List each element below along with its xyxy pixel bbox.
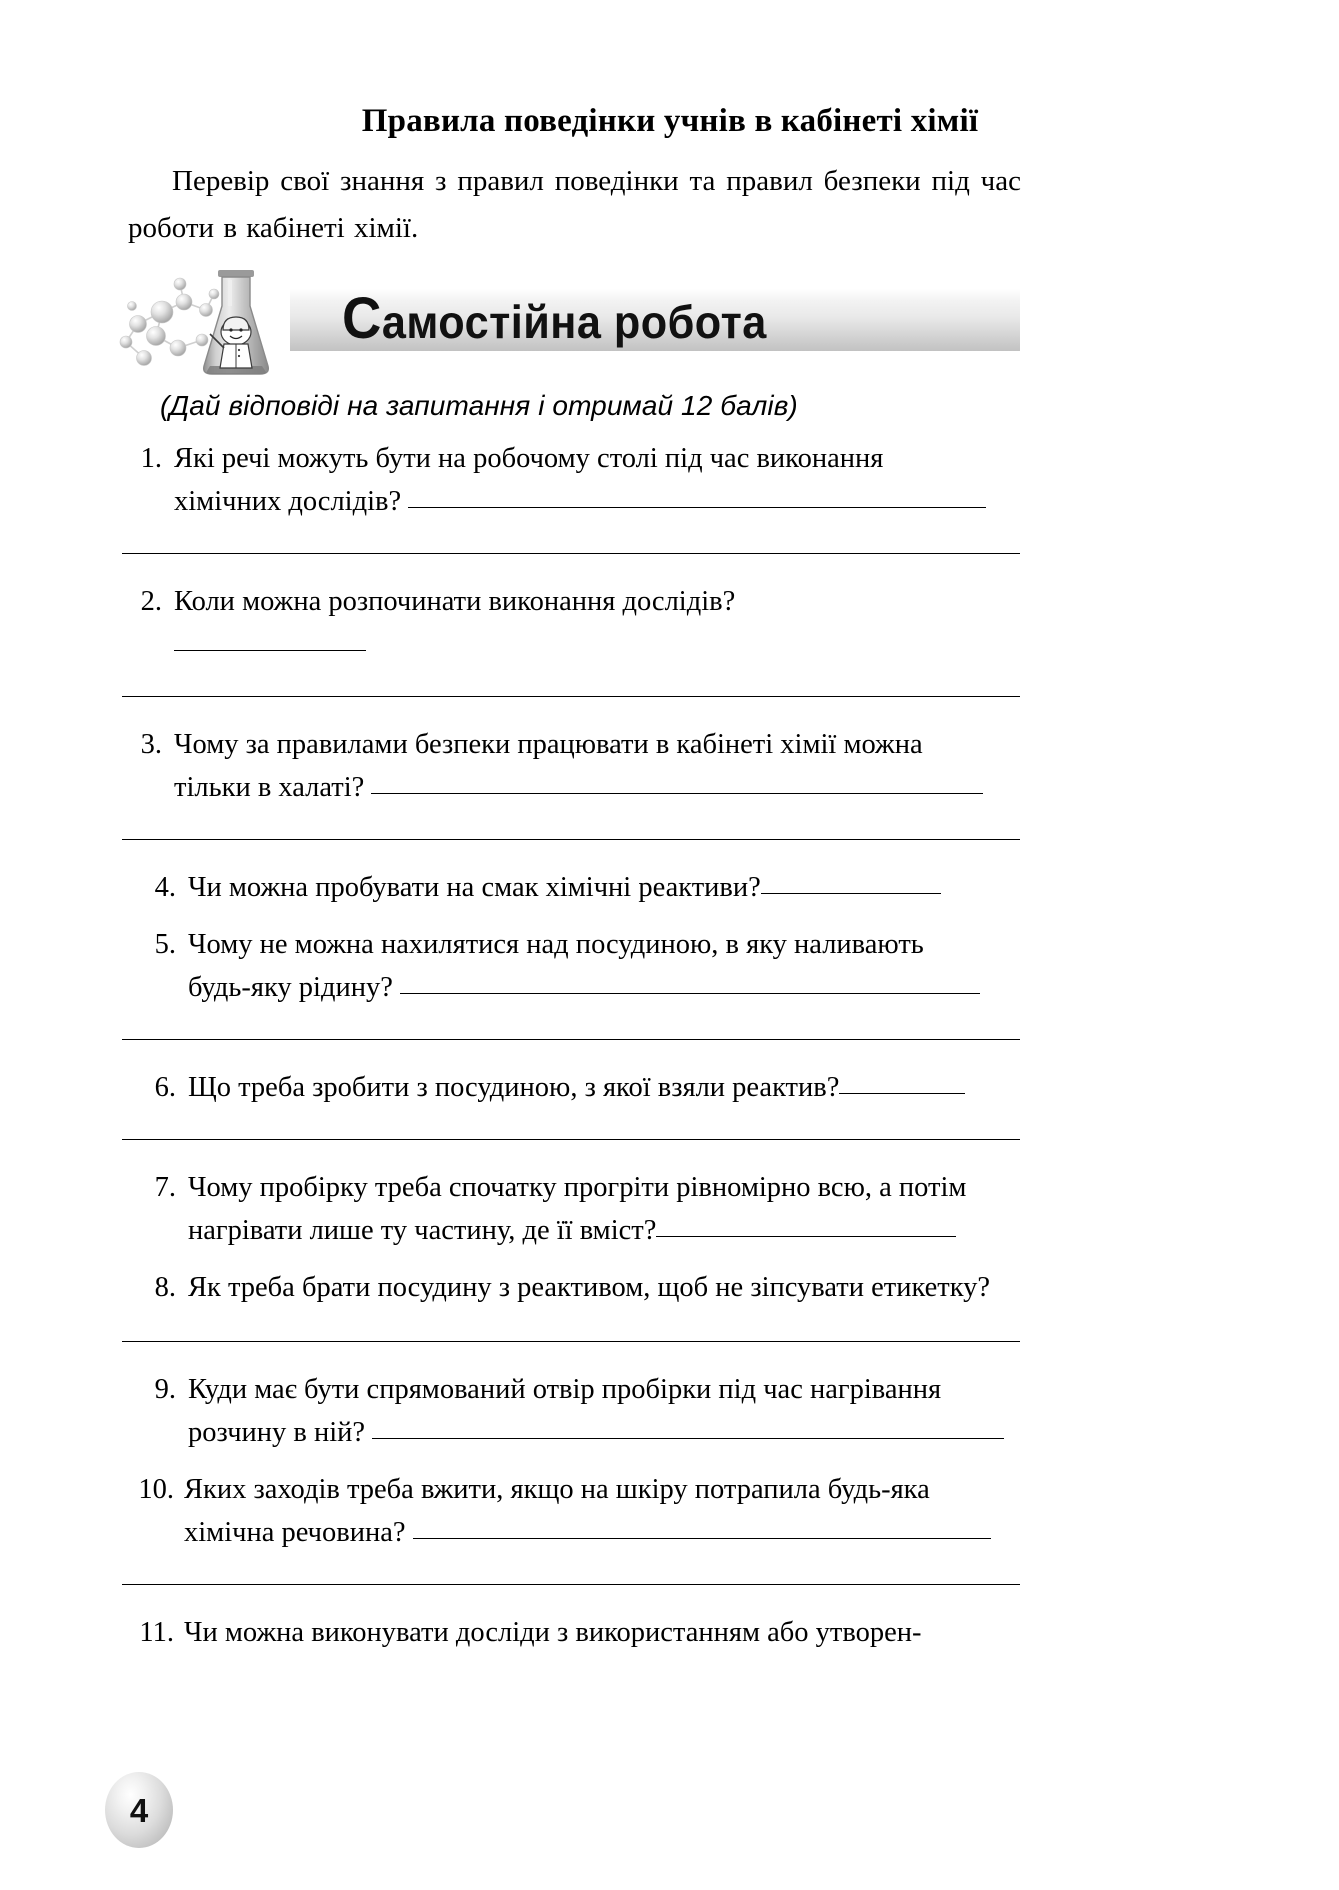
self-work-banner: [110, 262, 1020, 380]
question-block-5: [122, 923, 1020, 1066]
question-line-2: хімічних дослідів?: [174, 486, 402, 517]
question-text: [188, 923, 1020, 966]
question-block-11: [122, 1611, 1020, 1654]
question-block-8: [122, 1266, 1020, 1368]
question-continuation: [122, 1209, 1020, 1252]
question-continuation: [122, 1511, 1020, 1554]
answer-blank[interactable]: [656, 1215, 956, 1237]
question-item: [122, 866, 1020, 909]
question-number: 6.: [154, 1072, 176, 1103]
question-item: [122, 1166, 1020, 1209]
question-block-7: [122, 1166, 1020, 1266]
question-text-cont: [188, 1411, 1020, 1454]
question-text: [188, 1166, 1020, 1209]
question-line-1: Чи можна пробувати на смак хімічні реактиви?: [188, 872, 761, 903]
question-line-1: Чому не можна нахилятися над посудиною, в яку наливають: [188, 929, 924, 960]
question-text: [174, 437, 1020, 480]
answer-blank[interactable]: [761, 872, 941, 894]
question-text: [184, 1611, 1020, 1654]
question-block-4: [122, 866, 1020, 923]
question-line-1: Чи можна виконувати досліди з використанням або утворен-: [184, 1617, 922, 1648]
question-text: [184, 1468, 1020, 1511]
question-line-1: Яких заходів треба вжити, якщо на шкіру потрапила будь-яка: [184, 1474, 930, 1505]
question-number: 1.: [140, 443, 162, 474]
question-item: [122, 1368, 1020, 1411]
question-line-1: Чому за правилами безпеки працювати в кабінеті хімії можна: [174, 729, 923, 760]
page-number: 4: [129, 1791, 149, 1829]
question-text-cont: [188, 1209, 1020, 1252]
question-text-cont: [174, 480, 1020, 523]
question-number: 3.: [140, 729, 162, 760]
question-continuation: [122, 480, 1020, 523]
question-item: [122, 1066, 1020, 1109]
question-text-cont: [184, 1511, 1020, 1554]
question-number: 4.: [154, 872, 176, 903]
answer-blank[interactable]: [408, 486, 986, 508]
page-title: Правила поведінки учнів в кабінеті хімії: [361, 103, 979, 139]
question-line-2: розчину в ній?: [188, 1417, 366, 1448]
question-continuation: [122, 966, 1020, 1009]
question-item: [122, 1468, 1020, 1511]
question-number: 7.: [154, 1172, 176, 1203]
question-line-2: хімічна речовина?: [184, 1517, 406, 1548]
question-item: [122, 923, 1020, 966]
question-line-2: будь-яку рідину?: [188, 972, 393, 1003]
question-line-1: Куди має бути спрямований отвір пробірки під час нагрівання: [188, 1374, 942, 1405]
question-item: [122, 1266, 1020, 1309]
answer-blank[interactable]: [372, 1417, 1004, 1439]
question-line-2: нагрівати лише ту частину, де її вміст?: [188, 1215, 657, 1246]
banner-label-cap: С: [342, 286, 382, 351]
question-text: [188, 1066, 1020, 1109]
question-number: 11.: [139, 1617, 174, 1648]
question-number: 5.: [154, 929, 176, 960]
question-item: [122, 437, 1020, 480]
question-number: 10.: [138, 1474, 174, 1505]
instruction-hint: (Дай відповіді на запитання і отримай 12 балів): [160, 390, 798, 421]
question-text: [188, 1368, 1020, 1411]
question-line-1: Чому пробірку треба спочатку прогріти рівномірно всю, а потім: [188, 1172, 967, 1203]
answer-blank[interactable]: [413, 1517, 991, 1539]
question-text-cont: [188, 966, 1020, 1009]
question-text: [174, 580, 1020, 666]
question-line-1: Які речі можуть бути на робочому столі під час виконання: [174, 443, 884, 474]
question-number: 8.: [154, 1272, 176, 1303]
question-text: [188, 1266, 1020, 1309]
question-text: [174, 723, 1020, 766]
question-block-3: [122, 723, 1020, 866]
chemistry-flask-icon: [110, 262, 310, 380]
question-line-2: тільки в халаті?: [174, 772, 365, 803]
question-block-6: [122, 1066, 1020, 1166]
question-block-10: [122, 1468, 1020, 1611]
question-line-1: Коли можна розпочинати виконання дослідів?: [174, 586, 736, 617]
question-number: 9.: [154, 1374, 176, 1405]
question-text: [188, 866, 1020, 909]
question-line-1: Що треба зробити з посудиною, з якої взяли реактив?: [188, 1072, 840, 1103]
question-continuation: [122, 1411, 1020, 1454]
questions-list: [122, 437, 1020, 1654]
question-item: [122, 580, 1020, 666]
question-number: 2.: [140, 586, 162, 617]
page-number-badge: [105, 1772, 173, 1848]
banner-label: [342, 286, 767, 352]
question-block-9: [122, 1368, 1020, 1468]
intro-paragraph: Перевір свої знання з правил поведінки та правил безпеки під час роботи в кабінеті хімії.: [128, 165, 1021, 244]
answer-blank[interactable]: [839, 1072, 965, 1094]
question-text-cont: [174, 766, 1020, 809]
molecule-atoms: [120, 278, 219, 366]
answer-blank[interactable]: [371, 772, 983, 794]
question-item: [122, 1611, 1020, 1654]
question-line-1: Як треба брати посудину з реактивом, щоб не зіпсувати етикетку?: [188, 1272, 991, 1303]
question-block-2: [122, 580, 1020, 723]
question-block-1: [122, 437, 1020, 580]
answer-blank[interactable]: [174, 629, 366, 651]
question-continuation: [122, 766, 1020, 809]
answer-blank[interactable]: [400, 972, 980, 994]
question-item: [122, 723, 1020, 766]
banner-label-rest: амостійна робота: [381, 296, 767, 348]
